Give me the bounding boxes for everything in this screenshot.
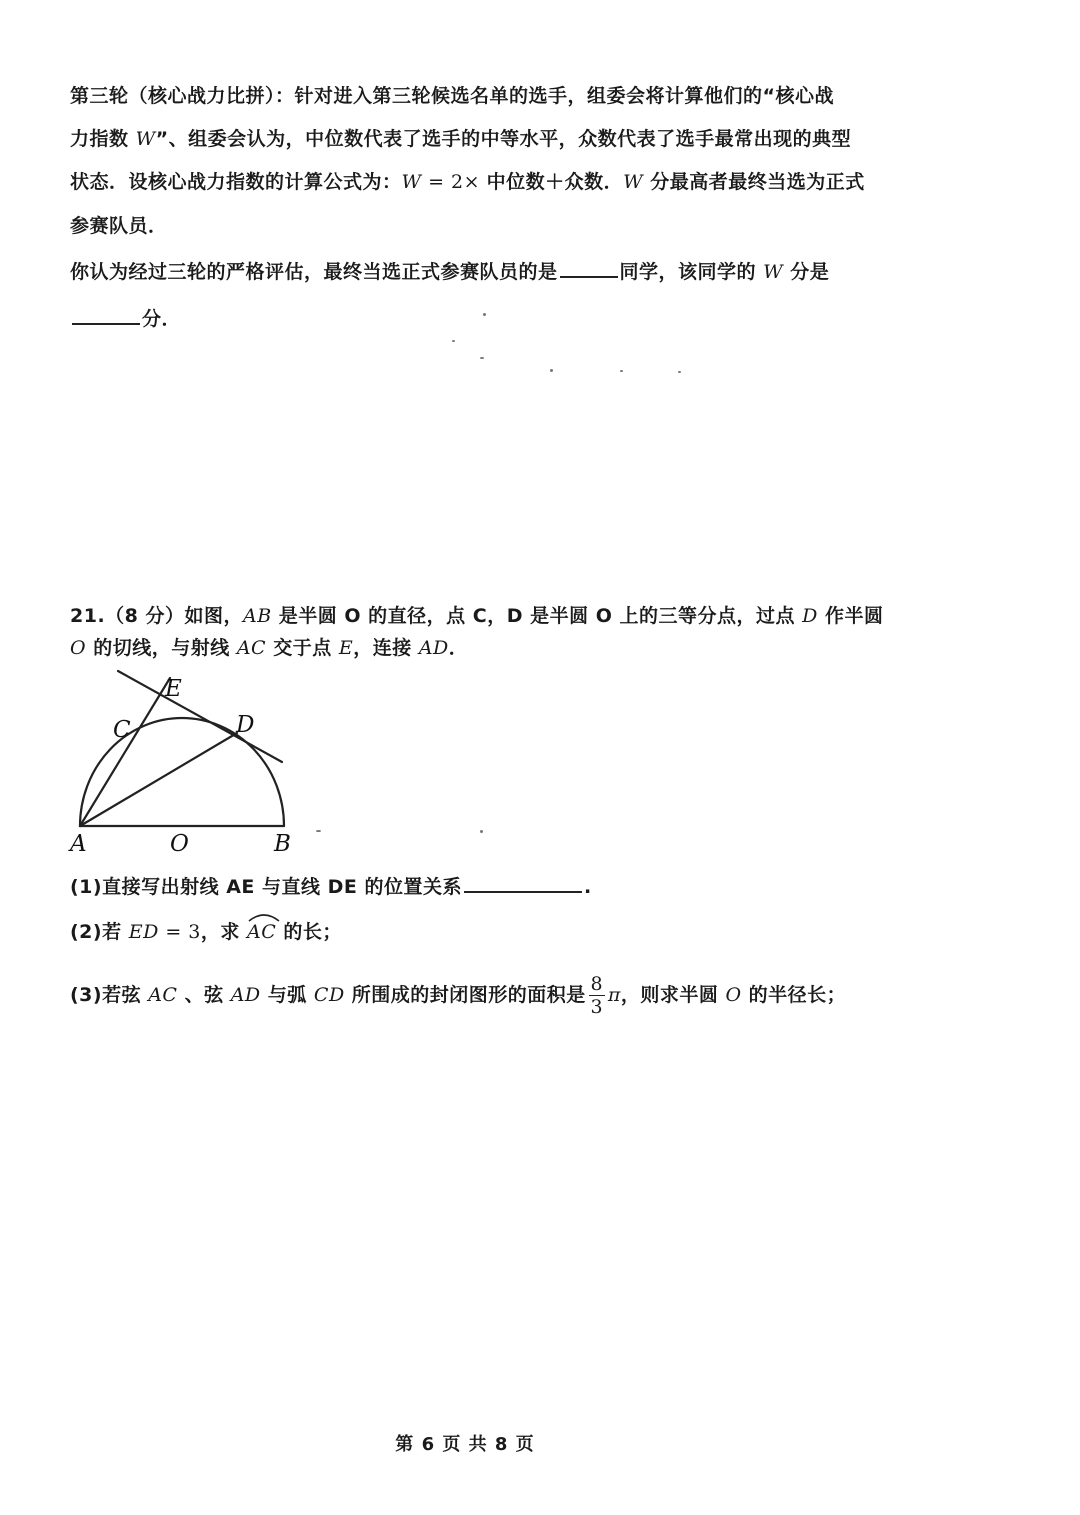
q21-part3: (3)若弦 AC 、弦 AD 与弧 CD 所围成的封闭图形的面积是 $\frac{8}{3}$ π，则求半圆 O 的半径长； [70,973,847,1018]
round3-line3: 状态．设核心战力指数的计算公式为：W = 2× 中位数＋众数．W 分最高者最终当选为正式 [70,171,865,193]
scan-speck [452,340,455,342]
answer-blank-student [560,258,618,278]
label-E: E [165,676,182,702]
label-O: O [170,831,189,857]
round3-line1: 第三轮（核心战力比拼）：针对进入第三轮候选名单的选手，组委会将计算他们的“核心战 [70,85,834,107]
label-A: A [70,831,87,857]
q21-line2: O 的切线，与射线 AC 交于点 E，连接 AD． [70,637,469,659]
scan-speck [316,830,321,832]
q21-part2: (2)若 ED = 3，求 AC 的长； [70,920,342,944]
label-B: B [274,831,291,857]
arc-mark-icon [247,912,281,922]
fraction-8-3: $\frac{8}{3}$ [590,973,604,1018]
scan-speck [620,370,623,372]
round3-line2: 力指数 W”、组委会认为，中位数代表了选手的中等水平，众数代表了选手最常出现的典型 [70,128,852,150]
q21-line1: 21.（8 分）如图，AB 是半圆 O 的直径，点 C，D 是半圆 O 上的三等分点，过点 D 作半圆 [70,605,884,627]
q21-part1: (1)直接写出射线 AE 与直线 DE 的位置关系 . [70,873,592,899]
round3-question-end: 分． [70,305,181,331]
scan-speck [480,830,483,833]
arc-AC: AC [247,920,276,944]
answer-blank-relation [464,873,582,893]
round3-question: 你认为经过三轮的严格评估，最终当选正式参赛队员的是 同学，该同学的 W 分是 [70,258,829,284]
label-D: D [236,712,255,738]
page-footer: 第 6 页 共 8 页 [395,1434,535,1455]
ray-AE [80,678,170,826]
semicircle-figure [0,0,340,870]
scan-speck [480,357,484,359]
label-C: C [113,717,131,743]
scan-speck [678,371,681,373]
scan-speck [483,313,486,316]
chord-AD [80,733,237,826]
tangent-line-DE [118,671,282,762]
round3-line4: 参赛队员． [70,215,168,237]
scan-speck [550,369,553,372]
